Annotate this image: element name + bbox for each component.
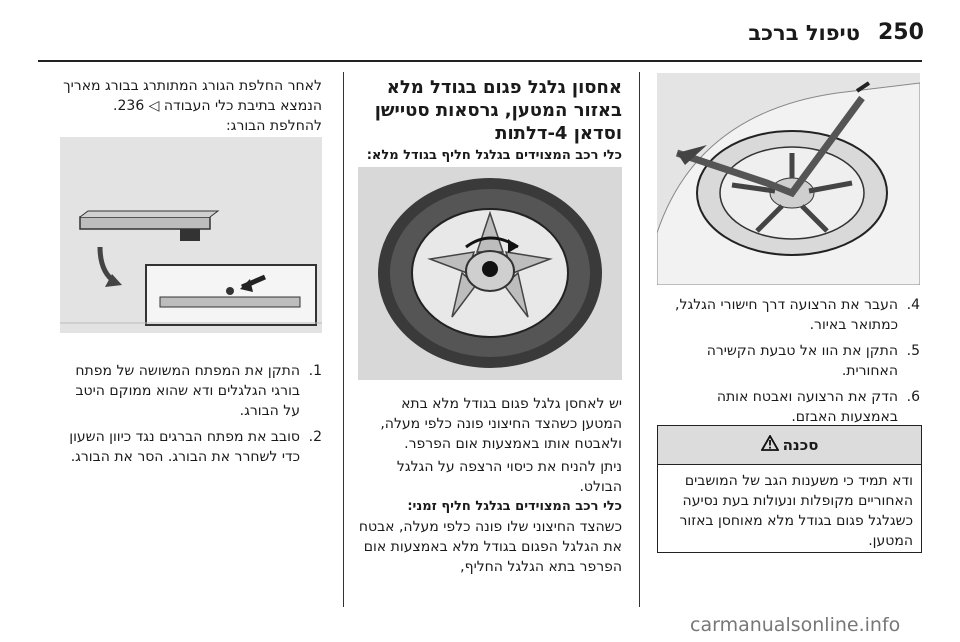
step-number: 1. [308, 363, 322, 379]
danger-text: ודא תמיד כי משענות הגב של המושבים האחוריים מקופלות ונעולות בעת נסיעה כשגלגל פגום בגודל מלא מאוחסן באזור המטען. [679, 473, 913, 549]
spare-wheel-strap-figure [657, 73, 920, 285]
step-number: 4. [906, 297, 920, 313]
floor-cover-paragraph: ניתן להניח את כיסוי הרצפה על הגלגל הבולט. [396, 459, 622, 495]
stowage-paragraph: יש לאחסן גלגל פגום בגודל מלא בתא המטען כשהצד החיצוני פונה כלפי מעלה, ולאבטח אותו באמצעות אום הפרפר. [380, 396, 622, 452]
step-1 [60, 361, 322, 421]
step-number: 2. [308, 429, 322, 445]
intro-paragraph: לאחר החלפת הגורג המתותרג בבורג מאריך הנמצא בתיבת כלי העבודה ◁ 236. להחלפת הבורג: [63, 78, 322, 134]
step-text: סובב את מפתח הברגים נגד כיוון השעון כדי לשחרר את הבורג. הסר את הבורג. [69, 429, 300, 465]
trunk-spare-wheel-figure [358, 167, 622, 380]
column-divider-right [639, 72, 640, 607]
step-number: 6. [906, 389, 920, 405]
temporary-spare-heading: כלי רכב המצוידים בגלגל חליף זמני: [407, 499, 622, 514]
locking-bolt-figure [60, 137, 322, 333]
watermark: carmanualsonline.info [690, 614, 901, 636]
step-text: התקן את הוו אל טבעת הקשירה האחורית. [706, 343, 898, 379]
right-steps [657, 295, 920, 433]
section-title: אחסון גלגל פגום בגודל מלא באזור המטען, גרסאות סטיישן וסדאן 4-דלתות [374, 77, 622, 144]
temporary-spare-paragraph: כשהצד החיצוני שלו פונה כלפי מעלה, אבטח את הגלגל הפגום בגודל מלא באמצעות אום הפרפר בתא הגלגל החליף, [358, 519, 622, 575]
step-6 [657, 387, 920, 427]
left-steps [60, 361, 322, 473]
header-rule [38, 60, 922, 62]
danger-header [658, 426, 921, 465]
page-title: טיפול ברכב [748, 21, 860, 45]
page-number: 250 [878, 20, 924, 45]
step-text: העבר את הרצועה דרך חישורי הגלגל, כמתואר באיור. [675, 297, 898, 333]
page-header [0, 0, 960, 62]
column-divider-left [343, 72, 344, 607]
step-4 [657, 295, 920, 335]
step-text: התקן את המפתח המשושה של מפתח בורגי הגלגלים ודא שהוא ממוקם היטב על הבורג. [75, 363, 300, 419]
step-2 [60, 427, 322, 467]
step-number: 5. [906, 343, 920, 359]
warning-triangle-icon [761, 435, 779, 455]
danger-title: סכנה [782, 436, 819, 454]
figure-heading: כלי רכב המצוידים בגלגל חליף בגודל מלא: [366, 148, 622, 163]
step-5 [657, 341, 920, 381]
step-text: הדק את הרצועה ואבטח אותה באמצעות האבזם. [716, 389, 898, 425]
danger-box [657, 425, 922, 553]
